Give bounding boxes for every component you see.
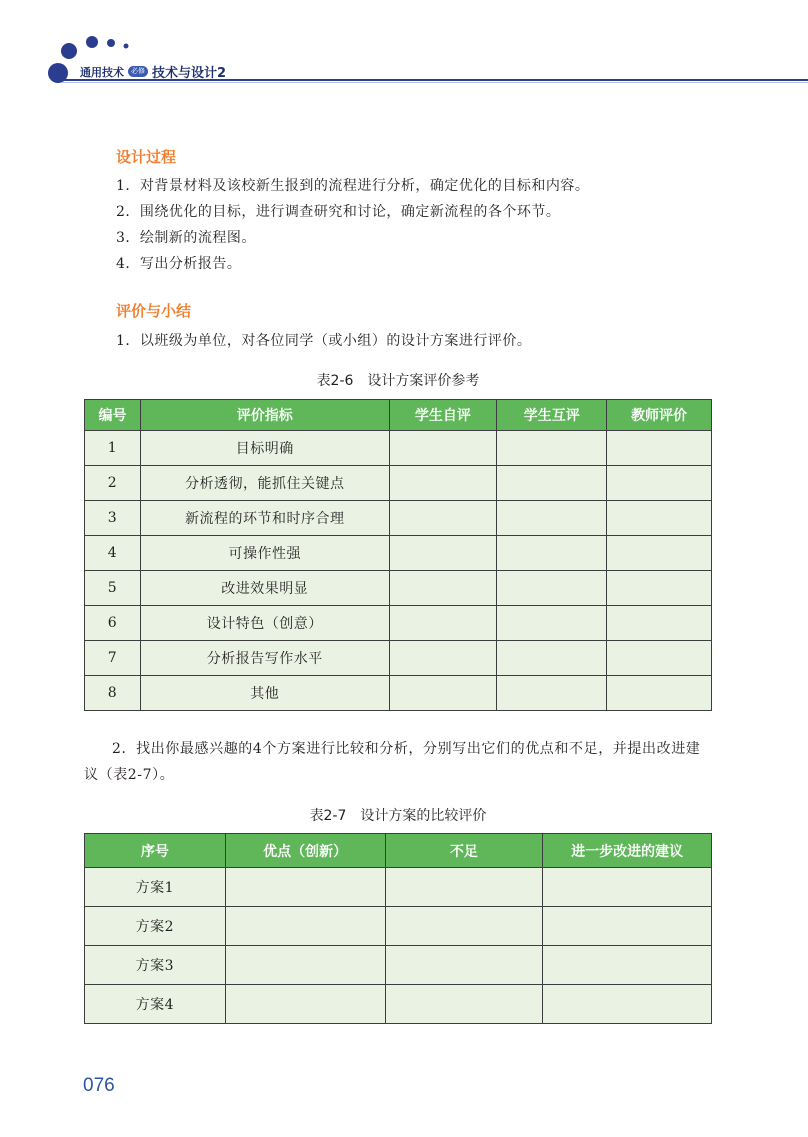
suggestions-cell: [543, 907, 712, 946]
self-eval-cell: [389, 431, 497, 466]
page-number: 076: [83, 1075, 115, 1096]
table-header-cell: 进一步改进的建议: [543, 834, 712, 868]
suggestions-cell: [543, 946, 712, 985]
teacher-eval-cell: [607, 466, 712, 501]
table-header-cell: 编号: [85, 400, 141, 431]
evaluation-item-2: 2．找出你最感兴趣的4个方案进行比较和分析，分别写出它们的优点和不足，并提出改进建议（表2-7）。: [84, 741, 701, 783]
criterion-cell: 目标明确: [140, 431, 389, 466]
scheme-label: 方案2: [85, 907, 226, 946]
row-number: 1: [85, 431, 141, 466]
self-eval-cell: [389, 466, 497, 501]
table-row: [85, 431, 712, 466]
self-eval-cell: [389, 501, 497, 536]
table-row: [85, 868, 712, 907]
weaknesses-cell: [385, 985, 543, 1024]
weaknesses-cell: [385, 868, 543, 907]
scheme-label: 方案3: [85, 946, 226, 985]
section-title-design-process: 设计过程: [116, 148, 177, 166]
table-2-7-caption: 表2-7 设计方案的比较评价: [309, 808, 487, 824]
scheme-label: 方案1: [85, 868, 226, 907]
table-row: [85, 985, 712, 1024]
weaknesses-cell: [385, 946, 543, 985]
criterion-cell: 设计特色（创意）: [140, 606, 389, 641]
strengths-cell: [225, 868, 385, 907]
peer-eval-cell: [497, 641, 607, 676]
teacher-eval-cell: [607, 606, 712, 641]
table-row: [85, 606, 712, 641]
strengths-cell: [225, 985, 385, 1024]
suggestions-cell: [543, 868, 712, 907]
table-header-cell: 优点（创新）: [225, 834, 385, 868]
table-header-cell: 学生互评: [497, 400, 607, 431]
section-title-evaluation: 评价与小结: [116, 302, 192, 320]
table-row: [85, 571, 712, 606]
weaknesses-cell: [385, 907, 543, 946]
criterion-cell: 可操作性强: [140, 536, 389, 571]
peer-eval-cell: [497, 501, 607, 536]
table-header-cell: 教师评价: [607, 400, 712, 431]
scheme-label: 方案4: [85, 985, 226, 1024]
table-row: [85, 946, 712, 985]
process-step-1: 1．对背景材料及该校新生报到的流程进行分析，确定优化的目标和内容。: [116, 178, 590, 194]
peer-eval-cell: [497, 606, 607, 641]
process-step-4: 4．写出分析报告。: [116, 256, 242, 272]
teacher-eval-cell: [607, 676, 712, 711]
peer-eval-cell: [497, 536, 607, 571]
header-badge: 必修: [128, 66, 148, 77]
teacher-eval-cell: [607, 501, 712, 536]
peer-eval-cell: [497, 431, 607, 466]
table-2-6-caption: 表2-6 设计方案评价参考: [316, 373, 480, 389]
criterion-cell: 其他: [140, 676, 389, 711]
table-2-6: [84, 399, 712, 711]
table-2-7: [84, 833, 712, 1024]
suggestions-cell: [543, 985, 712, 1024]
running-header: [80, 62, 226, 81]
row-number: 3: [85, 501, 141, 536]
table-header-cell: 评价指标: [140, 400, 389, 431]
self-eval-cell: [389, 606, 497, 641]
evaluation-item-1: 1．以班级为单位，对各位同学（或小组）的设计方案进行评价。: [116, 333, 532, 349]
header-book-title: 技术与设计2: [152, 66, 227, 81]
strengths-cell: [225, 907, 385, 946]
table-row: [85, 641, 712, 676]
row-number: 7: [85, 641, 141, 676]
table-row: [85, 501, 712, 536]
criterion-cell: 分析报告写作水平: [140, 641, 389, 676]
teacher-eval-cell: [607, 431, 712, 466]
table-row: [85, 536, 712, 571]
row-number: 4: [85, 536, 141, 571]
table-header-cell: 不足: [385, 834, 543, 868]
table-row: [85, 466, 712, 501]
peer-eval-cell: [497, 466, 607, 501]
table-row: [85, 676, 712, 711]
process-step-2: 2．围绕优化的目标，进行调查研究和讨论，确定新流程的各个环节。: [116, 204, 561, 220]
table-header-cell: 序号: [85, 834, 226, 868]
criterion-cell: 新流程的环节和时序合理: [140, 501, 389, 536]
process-step-3: 3．绘制新的流程图。: [116, 230, 256, 246]
self-eval-cell: [389, 676, 497, 711]
table-header-cell: 学生自评: [389, 400, 497, 431]
peer-eval-cell: [497, 571, 607, 606]
criterion-cell: 分析透彻，能抓住关键点: [140, 466, 389, 501]
self-eval-cell: [389, 571, 497, 606]
self-eval-cell: [389, 536, 497, 571]
teacher-eval-cell: [607, 536, 712, 571]
strengths-cell: [225, 946, 385, 985]
criterion-cell: 改进效果明显: [140, 571, 389, 606]
teacher-eval-cell: [607, 641, 712, 676]
self-eval-cell: [389, 641, 497, 676]
teacher-eval-cell: [607, 571, 712, 606]
row-number: 6: [85, 606, 141, 641]
table-row: [85, 907, 712, 946]
header-rule-thin: [62, 82, 808, 83]
row-number: 5: [85, 571, 141, 606]
peer-eval-cell: [497, 676, 607, 711]
row-number: 8: [85, 676, 141, 711]
row-number: 2: [85, 466, 141, 501]
header-series: 通用技术: [80, 65, 124, 79]
